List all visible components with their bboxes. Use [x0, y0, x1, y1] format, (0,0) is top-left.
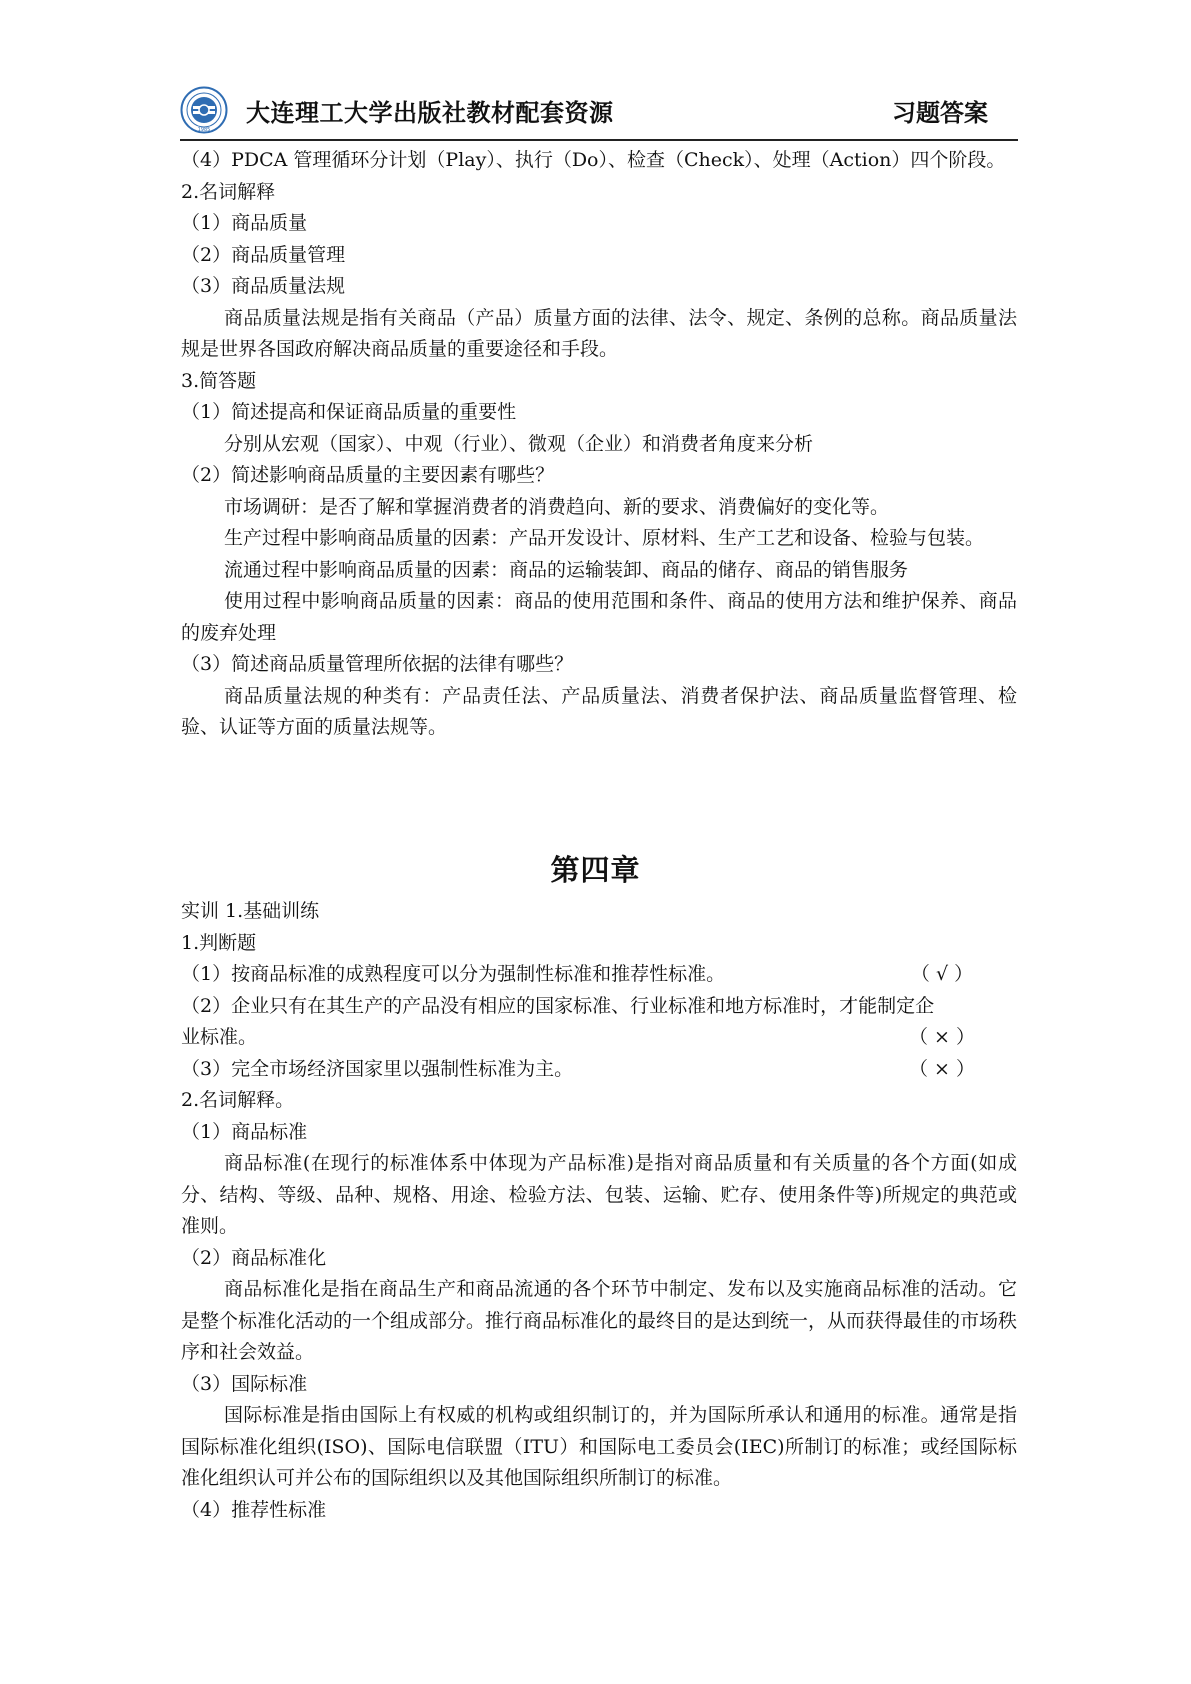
- statement-text: （2）企业只有在其生产的产品没有相应的国家标准、行业标准和地方标准时，才能制定企: [181, 994, 935, 1017]
- true-false-item: [181, 1054, 1017, 1086]
- question-item: （2）商品标准化: [181, 1246, 327, 1269]
- true-false-item: [181, 1022, 1017, 1054]
- answer-paragraph: 商品标准(在现行的标准体系中体现为产品标准)是指对商品质量和有关质量的各个方面(如成分、结构、等级、品种、规格、用途、检验方法、包装、运输、贮存、使用条件等)所规定的典范或准则。: [181, 1152, 1017, 1237]
- answer-paragraph: 生产过程中影响商品质量的因素：产品开发设计、原材料、生产工艺和设备、检验与包装。: [224, 527, 985, 549]
- statement-text: （3）完全市场经济国家里以强制性标准为主。: [181, 1057, 574, 1080]
- question-item: （1）商品标准: [181, 1120, 308, 1143]
- answer-paragraph: 使用过程中影响商品质量的因素：商品的使用范围和条件、商品的使用方法和维护保养、商品的废弃处理: [181, 590, 1017, 644]
- question-item: （2）简述影响商品质量的主要因素有哪些？: [181, 464, 555, 486]
- section-heading: 3.简答题: [181, 369, 257, 392]
- university-press-logo: [180, 86, 228, 134]
- statement-text: 业标准。: [181, 1026, 258, 1048]
- answer-paragraph: 商品标准化是指在商品生产和商品流通的各个环节中制定、发布以及实施商品标准的活动。它是整个标准化活动的一个组成部分。推行商品标准化的最终目的是达到统一，从而获得最佳的市场秩序和社会效益。: [181, 1278, 1018, 1363]
- answer-line: （4）PDCA 管理循环分计划（Play）、执行（Do）、检查（Check）、处理（Action）四个阶段。: [181, 149, 1006, 171]
- question-item: （3）国际标准: [181, 1372, 308, 1395]
- page-header: [180, 86, 1018, 140]
- answer-paragraph: 国际标准是指由国际上有权威的机构或组织制订的，并为国际所承认和通用的标准。通常是指国际标准化组织(ISO)、国际电信联盟（ITU）和国际电工委员会(IEC)所制订的标准；或经国际标准化组织认可并公布的国际组织以及其他国际组织所制订的标准。: [181, 1404, 1017, 1489]
- true-false-item: [181, 959, 1017, 991]
- question-item: （2）商品质量管理: [181, 243, 346, 266]
- question-item: （4）推荐性标准: [181, 1498, 327, 1521]
- question-item: （3）简述商品质量管理所依据的法律有哪些？: [181, 653, 574, 675]
- answer-paragraph: 商品质量法规是指有关商品（产品）质量方面的法律、法令、规定、条例的总称。商品质量法规是世界各国政府解决商品质量的重要途径和手段。: [181, 306, 1017, 360]
- section-heading: 实训 1.基础训练: [181, 900, 320, 922]
- answers-section-bottom: [181, 896, 1017, 1526]
- answer-line: 流通过程中影响商品质量的因素：商品的运输装卸、商品的储存、商品的销售服务: [224, 558, 909, 581]
- header-divider: [180, 139, 1018, 141]
- section-heading: 2.名词解释。: [181, 1089, 295, 1111]
- section-heading: 1.判断题: [181, 931, 257, 954]
- question-item: （3）商品质量法规: [181, 275, 346, 297]
- answer-mark: （ √ ）: [910, 963, 974, 985]
- answer-mark: （ × ）: [909, 1026, 975, 1048]
- question-item: （1）商品质量: [181, 212, 308, 234]
- logo-year: 1985: [197, 127, 211, 133]
- statement-text: （1）按商品标准的成熟程度可以分为强制性标准和推荐性标准。: [181, 963, 726, 985]
- publisher-name: 大连理工大学出版社教材配套资源: [246, 99, 614, 127]
- section-heading: 2.名词解释: [181, 180, 276, 203]
- answer-line: 分别从宏观（国家）、中观（行业）、微观（企业）和消费者角度来分析: [224, 432, 814, 455]
- question-item: （1）简述提高和保证商品质量的重要性: [181, 401, 517, 423]
- chapter-title: 第四章: [550, 853, 641, 887]
- answer-paragraph: 商品质量法规的种类有：产品责任法、产品质量法、消费者保护法、商品质量监督管理、检验、认证等方面的质量法规等。: [181, 684, 1017, 738]
- answers-section-top: [181, 145, 1017, 744]
- answer-line: 市场调研：是否了解和掌握消费者的消费趋向、新的要求、消费偏好的变化等。: [224, 495, 890, 518]
- document-type: 习题答案: [892, 99, 988, 127]
- answer-mark: （ × ）: [909, 1057, 975, 1080]
